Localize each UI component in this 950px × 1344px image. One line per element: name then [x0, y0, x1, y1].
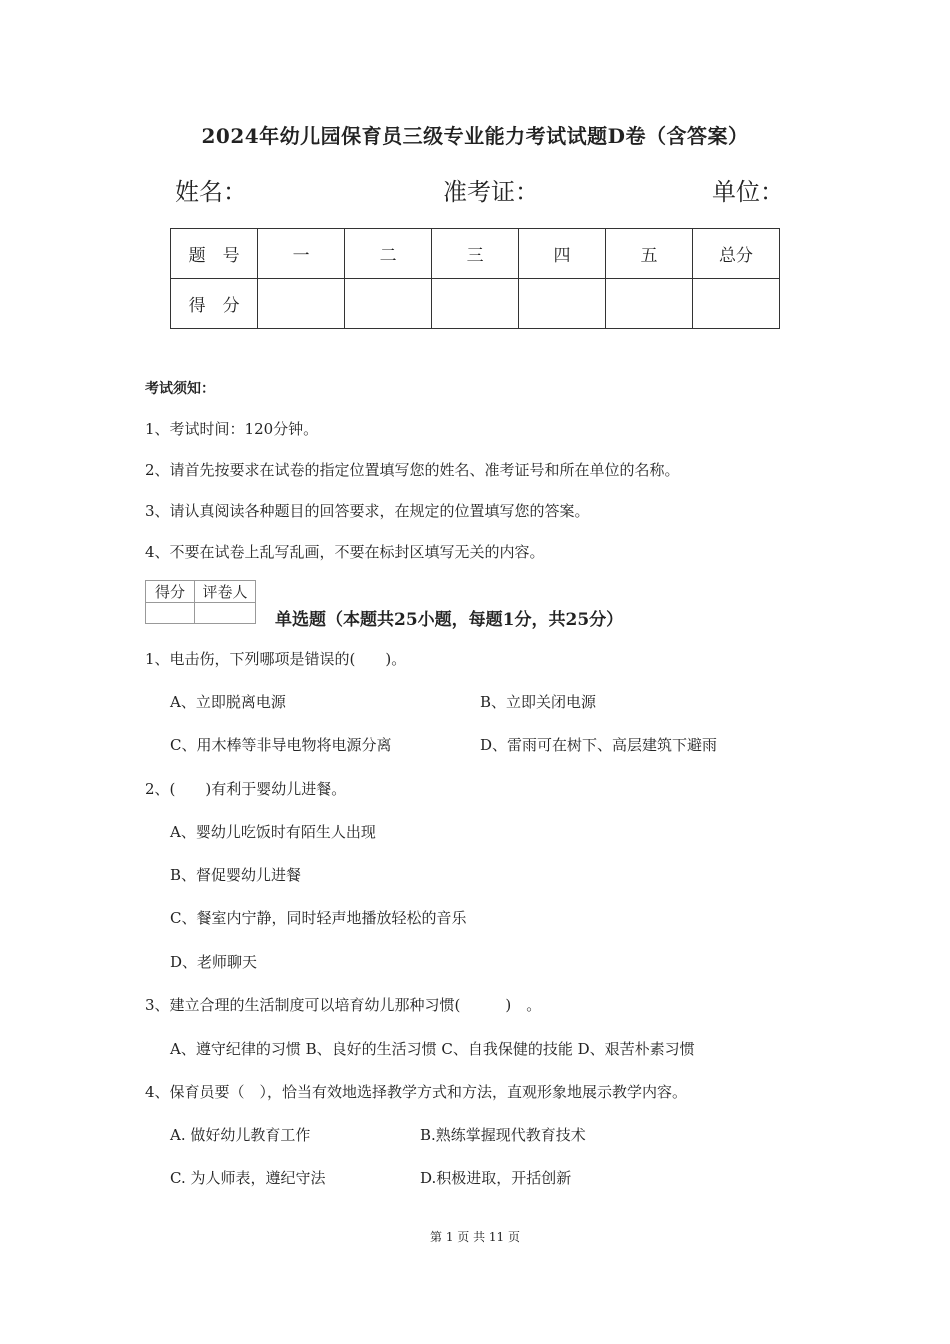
grader-score-cell [146, 603, 195, 624]
score-table-header-row [171, 229, 780, 279]
score-table [170, 228, 780, 329]
grader-box [145, 580, 256, 624]
score-header-cell: 三 [432, 229, 519, 279]
score-header-cell: 四 [519, 229, 606, 279]
unit-field-label: 单位： [712, 178, 784, 206]
grader-name-label: 评卷人 [195, 581, 256, 603]
score-row-label: 得 分 [171, 279, 258, 329]
score-cell [432, 279, 519, 329]
score-header-cell: 二 [345, 229, 432, 279]
score-cell [345, 279, 432, 329]
question-option: B、立即关闭电源 [480, 693, 597, 711]
notice-heading: 考试须知： [145, 381, 215, 397]
score-header-cell: 总分 [692, 229, 779, 279]
question-options-line: A、遵守纪律的习惯 B、良好的生活习惯 C、自我保健的技能 D、艰苦朴素习惯 [170, 1040, 695, 1058]
question-option: D、雷雨可在树下、高层建筑下避雨 [480, 736, 718, 754]
question-option: B.熟练掌握现代教育技术 [420, 1126, 586, 1144]
question-option: D、老师聊天 [170, 953, 258, 971]
question-option: C. 为人师表，遵纪守法 [170, 1169, 326, 1187]
question-option: C、用木棒等非导电物将电源分离 [170, 736, 392, 754]
name-field-label: 姓名： [175, 178, 247, 206]
question-option: A、立即脱离电源 [170, 693, 286, 711]
section-title: 单选题（本题共25小题，每题1分，共25分） [275, 610, 624, 630]
question-option: B、督促婴幼儿进餐 [170, 866, 302, 884]
score-cell [519, 279, 606, 329]
grader-name-cell [195, 603, 256, 624]
question-option: C、餐室内宁静，同时轻声地播放轻松的音乐 [170, 909, 467, 927]
score-table-score-row [171, 279, 780, 329]
question-stem: 4、保育员要（ ），恰当有效地选择教学方式和方法，直观形象地展示教学内容。 [145, 1083, 688, 1101]
question-option: A. 做好幼儿教育工作 [170, 1126, 311, 1144]
notice-item: 4、不要在试卷上乱写乱画，不要在标封区填写无关的内容。 [145, 543, 545, 561]
question-option: D.积极进取，开括创新 [420, 1169, 572, 1187]
page-footer: 第 1 页 共 11 页 [430, 1230, 520, 1244]
notice-item: 3、请认真阅读各种题目的回答要求，在规定的位置填写您的答案。 [145, 502, 590, 520]
score-cell [258, 279, 345, 329]
score-header-cell: 五 [606, 229, 693, 279]
score-cell [692, 279, 779, 329]
question-stem: 3、建立合理的生活制度可以培育幼儿那种习惯( ) 。 [145, 996, 542, 1014]
score-cell [606, 279, 693, 329]
grader-score-label: 得分 [146, 581, 195, 603]
question-stem: 1、电击伤，下列哪项是错误的( )。 [145, 650, 407, 668]
exam-id-field-label: 准考证： [443, 178, 539, 206]
score-header-cell: 一 [258, 229, 345, 279]
notice-item: 2、请首先按要求在试卷的指定位置填写您的姓名、准考证号和所在单位的名称。 [145, 461, 680, 479]
notice-item: 1、考试时间：120分钟。 [145, 420, 319, 438]
score-header-cell: 题 号 [171, 229, 258, 279]
question-stem: 2、( )有利于婴幼儿进餐。 [145, 780, 347, 798]
question-option: A、婴幼儿吃饭时有陌生人出现 [170, 823, 376, 841]
page-title: 2024年幼儿园保育员三级专业能力考试试题D卷（含答案） [201, 124, 749, 148]
